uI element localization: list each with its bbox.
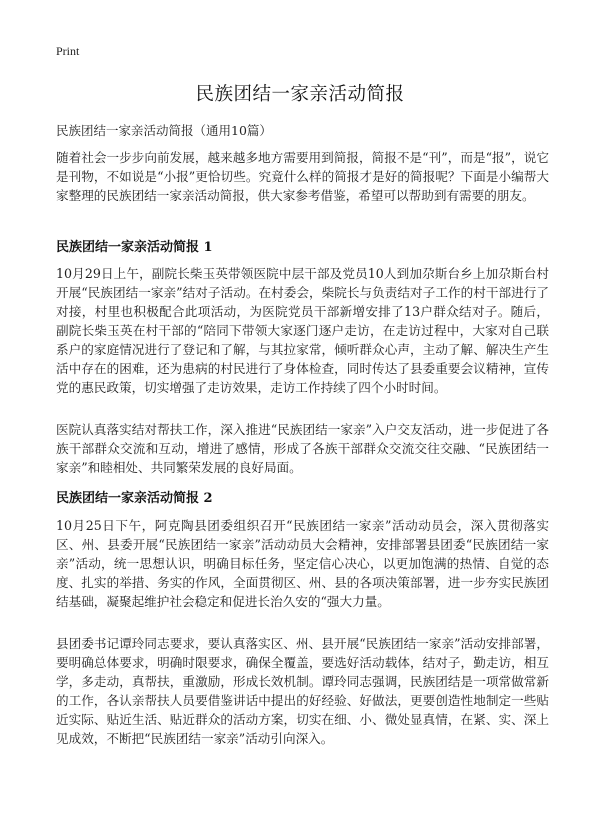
- page-title: 民族团结一家亲活动简报: [195, 84, 405, 105]
- section-1-paragraph-2: 医院认真落实结对帮扶工作，深入推进“民族团结一家亲”入户交友活动，进一步促进了各族干部群众交流和互动，增进了感情，形成了各族干部群众交流交往交融、“民族团结一家亲”和睦相处、共同繁荣发展的良好局面。: [56, 422, 549, 475]
- document-subtitle: 民族团结一家亲活动简报（通用10篇）: [56, 123, 272, 138]
- section-2-paragraph-1: 10月25日下午，阿克陶县团委组织召开“民族团结一家亲”活动动员会，深入贯彻落实区、州、县委开展“民族团结一家亲”活动动员大会精神，安排部署县团委“民族团结一家亲”活动，统一思想认识，明确目标任务，坚定信心决心，以更加饱满的热情、自觉的态度、扎实的举措、务实的作风，全面贯彻区、州、县的各项决策部署，进一步夯实民族团结基础，凝聚起维护社会稳定和促进长治久安的“强大力量。: [56, 518, 549, 609]
- intro-paragraph: 随着社会一步步向前发展，越来越多地方需要用到简报，简报不是“刊”，而是“报”，说它是刊物，不如说是“小报”更恰切些。究竟什么样的简报才是好的简报呢？下面是小编帮大家整理的民族团结一家亲活动简报，供大家参考借鉴，希望可以帮助到有需要的朋友。: [56, 150, 549, 203]
- section-2-paragraph-2: 县团委书记谭玲同志要求，要认真落实区、州、县开展“民族团结一家亲”活动安排部署，要明确总体要求，明确时限要求，确保全覆盖，要选好活动载体，结对子，勤走访，相互学，多走动，真帮扶，重激励，形成长效机制。谭玲同志强调，民族团结是一项常做常新的工作，各认亲帮扶人员要借鉴讲话中提出的好经验、好做法，更要创造性地制定一些贴近实际、贴近生活、贴近群众的活动方案，切实在细、小、微处显真情，在紧、实、深上见成效，不断把“民族团结一家亲”活动引向深入。: [56, 636, 549, 746]
- section-heading-1: 民族团结一家亲活动简报 1: [56, 240, 213, 255]
- section-1-paragraph-1: 10月29日上午，副院长柴玉英带领医院中层干部及党员10人到加尕斯台乡上加尕斯台村开展“民族团结一家亲”结对子活动。在村委会，柴院长与负责结对子工作的村干部进行了对接，村里也积极配合此项活动，为医院党员干部新增安排了13户群众结对子。随后，副院长柴玉英在村干部的“陪同下带领大家逐门逐户走访，在走访过程中，大家对自己联系户的家庭情况进行了登记和了解，与其拉家常，倾听群众心声，主动了解、解决生产生活中存在的困难，还为患病的村民进行了身体检查，同时传达了县委重要会议精神，宣传党的惠民政策，切实增强了走访效果，走访工作持续了四个小时时间。: [56, 266, 549, 395]
- section-heading-2: 民族团结一家亲活动简报 2: [56, 491, 213, 506]
- print-link[interactable]: Print: [56, 44, 80, 58]
